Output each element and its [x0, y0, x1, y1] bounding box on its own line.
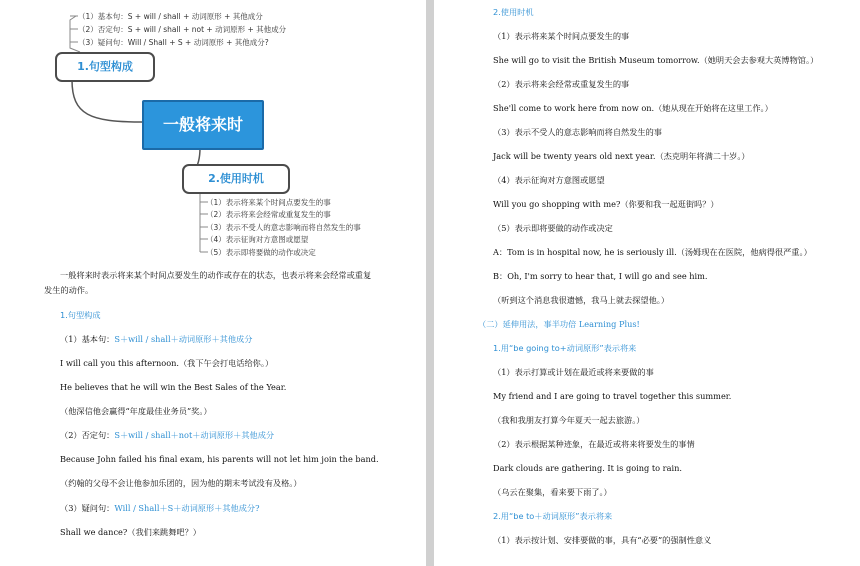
rule-line	[60, 333, 252, 345]
part-title: （二）延伸用法，事半功倍 Learning Plus!	[478, 319, 640, 329]
usage-item: （2）表示根据某种迹象，在最近或将来将要发生的事情	[493, 439, 695, 449]
example-sentence: He believes that he will win the Best Sales of the Year.	[60, 382, 287, 392]
rule-formula: S＋will / shall＋not＋动词原形＋其他成分	[114, 430, 275, 440]
example-sentence: B：Oh, I'm sorry to hear that, I will go and see him.	[493, 271, 708, 281]
example-translation: （约翰的父母不会让他参加乐团的，因为他的期末考试没有及格。）	[60, 478, 302, 488]
example-sentence: Because John failed his final exam, his parents will not let him join the band.	[60, 454, 379, 464]
example-translation: （他深信他会赢得“年度最佳业务员”奖。）	[60, 406, 212, 416]
mindmap-branch1-item: （2）否定句：S + will / shall + not + 动词原形 + 其他成分	[78, 25, 287, 34]
example-translation: （听到这个消息我很遗憾，我马上就去探望他。）	[493, 295, 670, 305]
page-gutter	[426, 0, 434, 566]
example-sentence: She will go to visit the British Museum tomorrow.（她明天会去参观大英博物馆。）	[493, 55, 819, 65]
mindmap-center-node: 一般将来时	[142, 100, 264, 150]
example-sentence: A：Tom is in hospital now, he is seriously ill.（汤姆现在在医院，他病得很严重。）	[493, 247, 812, 257]
section-title: 2.使用时机	[493, 7, 534, 17]
usage-item: （5）表示即将要做的动作或决定	[493, 223, 613, 233]
rule-formula: S＋will / shall＋动词原形＋其他成分	[114, 334, 253, 344]
example-sentence: I will call you this afternoon.（我下午会打电话给你。）	[60, 358, 274, 368]
mindmap-branch2-item: （1）表示将来某个时间点要发生的事	[206, 198, 331, 207]
intro-paragraph: 一般将来时表示将来某个时间点要发生的动作或存在的状态，也表示将来会经常或重复发生的动作。	[44, 270, 372, 295]
example-sentence: My friend and I are going to travel together this summer.	[493, 391, 732, 401]
rule-line	[60, 502, 260, 514]
example-sentence: Shall we dance?（我们来跳舞吧？）	[60, 527, 201, 537]
rule-label: （3）疑问句：	[60, 503, 115, 513]
usage-item: （1）表示将来某个时间点要发生的事	[493, 31, 630, 41]
example-translation: （乌云在聚集，看来要下雨了。）	[493, 487, 612, 497]
mindmap-branch1-item: （1）基本句：S + will / shall + 动词原形 + 其他成分	[78, 12, 263, 21]
mindmap-branch2-item: （4）表示征询对方意图或愿望	[206, 235, 309, 244]
mindmap-branch1-title: 1.句型构成	[55, 52, 155, 82]
subsection-title: 1.用“be going to+动词原形”表示将来	[493, 343, 637, 353]
rule-formula: Will / Shall＋S＋动词原形＋其他成分?	[114, 503, 260, 513]
document-page-left	[0, 0, 426, 566]
rule-line	[60, 429, 274, 441]
mindmap-branch2-title: 2.使用时机	[182, 164, 290, 194]
example-sentence: Dark clouds are gathering. It is going to rain.	[493, 463, 682, 473]
mindmap-branch2-item: （5）表示即将要做的动作或决定	[206, 248, 316, 257]
usage-item: （1）表示按计划、安排要做的事，具有“必要”的强制性意义	[493, 535, 712, 545]
example-translation: （我和我朋友打算今年夏天一起去旅游。）	[493, 415, 645, 425]
usage-item: （1）表示打算或计划在最近或将来要做的事	[493, 367, 654, 377]
usage-item: （2）表示将来会经常或重复发生的事	[493, 79, 630, 89]
mindmap-branch2-item: （2）表示将来会经常或重复发生的事	[206, 210, 331, 219]
rule-label: （2）否定句：	[60, 430, 115, 440]
example-sentence: Jack will be twenty years old next year.（杰克明年将满二十岁。）	[493, 151, 750, 161]
subsection-title: 2.用“be to＋动词原形”表示将来	[493, 511, 613, 521]
mindmap-branch1-item: （3）疑问句：Will / Shall + S + 动词原形 + 其他成分?	[78, 38, 269, 47]
rule-label: （1）基本句：	[60, 334, 115, 344]
usage-item: （3）表示不受人的意志影响而将自然发生的事	[493, 127, 662, 137]
mindmap-branch2-item: （3）表示不受人的意志影响而将自然发生的事	[206, 223, 361, 232]
example-sentence: She'll come to work here from now on.（她从现在开始将在这里工作。）	[493, 103, 773, 113]
document-page-right	[434, 0, 860, 566]
section-title: 1.句型构成	[60, 310, 101, 320]
usage-item: （4）表示征询对方意图或愿望	[493, 175, 605, 185]
example-sentence: Will you go shopping with me?（你要和我一起逛街吗？）	[493, 199, 719, 209]
